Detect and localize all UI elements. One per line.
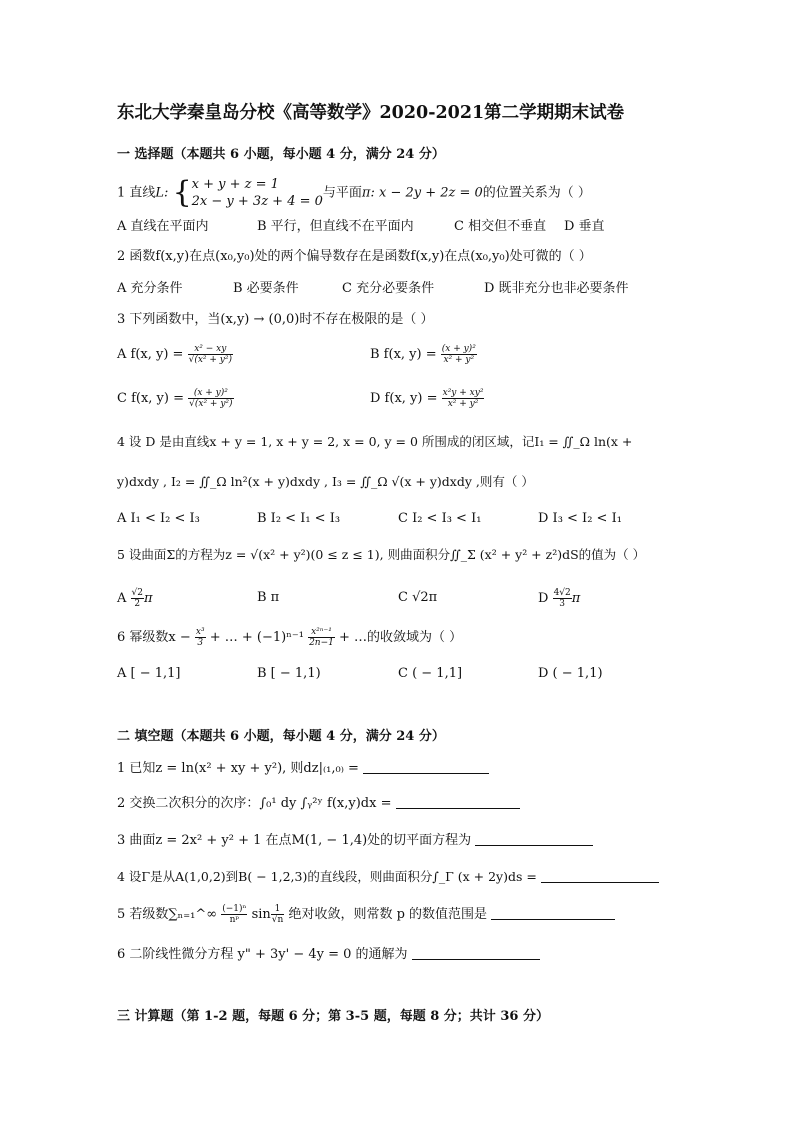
q4-option-c: C I₂ < I₃ < I₁	[398, 511, 482, 526]
fill-q4-text: 4 设Γ是从A(1,0,2)到B( − 1,2,3)的直线段，则曲面积分∫_Γ (x + 2y)ds =	[117, 869, 537, 884]
q5-d-prefix: D	[538, 591, 549, 606]
fill-q6-text: 6 二阶线性微分方程 y" + 3y' − 4y = 0 的通解为	[117, 947, 408, 962]
question-1-6	[117, 627, 462, 648]
q3-c-fraction	[188, 388, 233, 409]
q6-option-a: A [ − 1,1]	[117, 666, 181, 681]
q5-d-fraction	[553, 588, 572, 609]
fill-question-6	[117, 947, 540, 963]
q5-d-num: 4√2	[553, 588, 571, 598]
q2-option-b: B 必要条件	[233, 281, 299, 296]
q6-suffix: + …的收敛域为（ ）	[339, 630, 463, 645]
q3-c-num: (x + y)²	[188, 388, 233, 399]
q2-option-d: D 既非充分也非必要条件	[484, 281, 629, 296]
question-1-4-line-1: 4 设 D 是由直线x + y = 1, x + y = 2, x = 0, y = 0 所围成的闭区域，记I₁ = ∬_Ω ln(x +	[117, 434, 633, 449]
section-3-header: 三 计算题（第 1-2 题，每题 6 分；第 3-5 题，每题 8 分；共计 36 分）	[117, 1009, 549, 1024]
q2-option-a: A 充分条件	[117, 281, 183, 296]
q1-prefix: 1 直线	[117, 185, 156, 201]
q3-b-label: B f(x, y) =	[370, 347, 437, 362]
fill-q5-num: (−1)ⁿ	[222, 904, 247, 914]
fill-q4-answer-blank[interactable]	[541, 870, 659, 883]
fill-q5-prefix: 5 若级数∑ₙ₌₁^∞	[117, 907, 218, 922]
q1-option-c: C 相交但不垂直	[454, 219, 547, 234]
q3-c-label: C f(x, y) =	[117, 391, 184, 406]
q3-option-c	[117, 388, 234, 409]
q6-t1-num: x³	[195, 627, 205, 637]
q5-a-den: 2	[134, 599, 141, 609]
q2-option-c: C 充分必要条件	[342, 281, 435, 296]
fill-question-4	[117, 869, 659, 885]
q4-option-b: B I₂ < I₁ < I₃	[257, 511, 341, 526]
q1-plane: π: x − 2y + 2z = 0	[361, 185, 483, 201]
q6-t1-den: 3	[197, 638, 204, 648]
q1-option-b: B 平行，但直线不在平面内	[257, 219, 414, 234]
fill-q2-text: 2 交换二次积分的次序：∫₀¹ dy ∫ᵧ²ʸ f(x,y)dx =	[117, 796, 392, 811]
q3-d-num: x²y + xy²	[442, 388, 484, 398]
q1-suffix-b: 的位置关系为（ ）	[482, 185, 591, 201]
question-1-2: 2 函数f(x,y)在点(x₀,y₀)处的两个偏导数存在是函数f(x,y)在点(x₀,y₀)处可微的（ ）	[117, 249, 592, 264]
q6-term1	[195, 627, 206, 648]
q4-option-a: A I₁ < I₂ < I₃	[117, 511, 200, 526]
fill-q6-answer-blank[interactable]	[412, 947, 540, 960]
q3-d-label: D f(x, y) =	[370, 391, 438, 406]
question-1-3: 3 下列函数中，当(x,y) → (0,0)时不存在极限的是（ ）	[117, 312, 434, 327]
q6-mid: + … + (−1)ⁿ⁻¹	[209, 630, 304, 645]
fill-q3-answer-blank[interactable]	[475, 833, 593, 846]
fill-q5-num2: 1	[271, 904, 285, 915]
fill-q2-answer-blank[interactable]	[396, 796, 520, 809]
fill-question-2	[117, 796, 520, 812]
fill-q5-den: nᵖ	[229, 915, 240, 925]
q5-a-suffix: π	[144, 591, 153, 606]
q5-a-prefix: A	[117, 591, 127, 606]
q3-b-den: x² + y²	[443, 355, 475, 365]
q5-d-den: 3	[559, 599, 566, 609]
q5-option-c: C √2π	[398, 590, 438, 605]
fill-q5-fraction-1	[221, 904, 247, 925]
q1-suffix-a: 与平面	[322, 185, 362, 201]
fill-q5-suffix: 绝对收敛，则常数 p 的数值范围是	[288, 907, 488, 922]
line-eq-2: 2x − y + 3z + 4 = 0	[191, 194, 323, 209]
q5-option-a	[117, 588, 153, 609]
q4-option-d: D I₃ < I₂ < I₁	[538, 511, 622, 526]
fill-q5-den2: √n	[271, 915, 284, 925]
q3-a-fraction	[188, 344, 233, 365]
fill-q3-text: 3 曲面z = 2x² + y² + 1 在点M(1, − 1,4)处的切平面方程为	[117, 833, 472, 848]
q1-option-a: A 直线在平面内	[117, 219, 209, 234]
q1-option-d: D 垂直	[564, 219, 605, 234]
q3-a-den: √(x² + y²)	[188, 355, 232, 365]
q3-option-b	[370, 344, 477, 365]
q3-b-num: (x + y)²	[441, 344, 476, 354]
q5-option-d	[538, 588, 580, 609]
question-1-5: 5 设曲面Σ的方程为z = √(x² + y²)(0 ≤ z ≤ 1), 则曲面积分∬_Σ (x² + y² + z²)dS的值为（ ）	[117, 547, 646, 562]
q6-prefix: 6 幂级数x −	[117, 630, 191, 645]
q6-t2-num: x²ⁿ⁻¹	[308, 627, 335, 638]
section-1-header: 一 选择题（本题共 6 小题，每小题 4 分，满分 24 分）	[117, 147, 445, 162]
q3-option-a	[117, 344, 233, 365]
q1-line-name: L:	[155, 185, 169, 201]
line-equation-system	[192, 176, 323, 210]
q6-option-b: B [ − 1,1)	[257, 666, 321, 681]
fill-q5-fraction-2	[271, 904, 285, 925]
system-brace: {	[172, 175, 192, 210]
q6-term2	[308, 627, 335, 648]
line-eq-1: x + y + z = 1	[191, 177, 279, 192]
question-1-1	[117, 176, 591, 212]
fill-question-3	[117, 833, 593, 849]
page-title: 东北大学秦皇岛分校《高等数学》2020-2021第二学期期末试卷	[117, 103, 625, 123]
fill-q1-text: 1 已知z = ln(x² + xy + y²), 则dz|₍₁,₀₎ =	[117, 761, 359, 776]
q5-option-b: B π	[257, 590, 280, 605]
question-1-4-line-2: y)dxdy , I₂ = ∬_Ω ln²(x + y)dxdy , I₃ = ∬_Ω √(x + y)dxdy ,则有（ ）	[117, 474, 534, 489]
q3-d-fraction	[442, 388, 485, 409]
q5-a-fraction	[131, 588, 144, 609]
q3-a-num: x² − xy	[188, 344, 233, 355]
fill-question-5	[117, 904, 615, 925]
fill-q5-answer-blank[interactable]	[491, 907, 615, 920]
q6-t2-den: 2n−1	[309, 638, 334, 648]
q5-a-num: √2	[131, 588, 143, 598]
fill-q1-answer-blank[interactable]	[363, 761, 489, 774]
q3-c-den: √(x² + y²)	[189, 399, 233, 409]
q5-d-suffix: π	[571, 591, 581, 606]
q3-b-fraction	[441, 344, 477, 365]
fill-question-1	[117, 761, 489, 777]
q6-option-c: C ( − 1,1]	[398, 666, 463, 681]
q6-option-d: D ( − 1,1)	[538, 666, 603, 681]
q3-d-den: x² + y²	[447, 399, 479, 409]
q3-a-label: A f(x, y) =	[117, 347, 184, 362]
fill-q5-sin: sin	[251, 907, 271, 922]
q3-option-d	[370, 388, 484, 409]
section-2-header: 二 填空题（本题共 6 小题，每小题 4 分，满分 24 分）	[117, 729, 445, 744]
